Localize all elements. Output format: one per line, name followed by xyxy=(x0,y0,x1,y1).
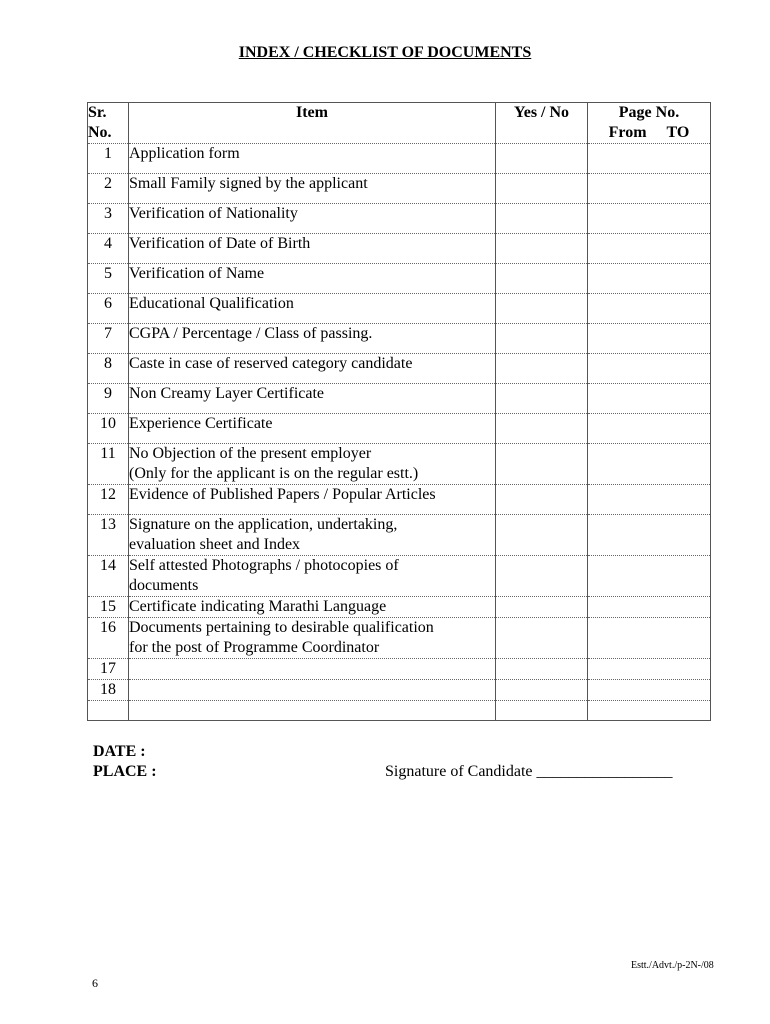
row-item-line1: No Objection of the present employer xyxy=(129,445,372,462)
row-sr: 1 xyxy=(88,144,129,174)
row-yes-no-cell[interactable] xyxy=(496,234,588,264)
table-row xyxy=(88,294,711,324)
header-page-from: From xyxy=(608,124,647,141)
header-sr-no xyxy=(88,103,129,144)
row-sr: 16 xyxy=(88,618,129,659)
row-sr: 8 xyxy=(88,354,129,384)
table-row xyxy=(88,354,711,384)
row-yes-no-cell[interactable] xyxy=(496,294,588,324)
row-item: Application form xyxy=(129,144,496,174)
row-item: Non Creamy Layer Certificate xyxy=(129,384,496,414)
row-sr: 7 xyxy=(88,324,129,354)
row-item: Verification of Date of Birth xyxy=(129,234,496,264)
row-item: Educational Qualification xyxy=(129,294,496,324)
row-page-cell[interactable] xyxy=(588,659,711,680)
row-sr: 9 xyxy=(88,384,129,414)
row-page-cell[interactable] xyxy=(588,234,711,264)
page-title: INDEX / CHECKLIST OF DOCUMENTS xyxy=(238,44,532,61)
table-row xyxy=(88,597,711,618)
row-yes-no-cell[interactable] xyxy=(496,444,588,485)
row-page-cell[interactable] xyxy=(588,204,711,234)
place-label: PLACE : xyxy=(93,763,157,780)
table-row xyxy=(88,680,711,701)
row-item: Evidence of Published Papers / Popular Articles xyxy=(129,485,496,515)
row-yes-no-cell[interactable] xyxy=(496,680,588,701)
row-item: Small Family signed by the applicant xyxy=(129,174,496,204)
row-yes-no-cell[interactable] xyxy=(496,204,588,234)
row-item: Certificate indicating Marathi Language xyxy=(129,597,496,618)
row-item xyxy=(129,659,496,680)
row-yes-no-cell[interactable] xyxy=(496,144,588,174)
row-yes-no-cell[interactable] xyxy=(496,618,588,659)
row-yes-no-cell[interactable] xyxy=(496,485,588,515)
document-code: Estt./Advt./p-2N-/08 xyxy=(631,960,714,971)
row-yes-no-cell[interactable] xyxy=(496,515,588,556)
row-page-cell[interactable] xyxy=(588,384,711,414)
table-row xyxy=(88,556,711,597)
table-row xyxy=(88,264,711,294)
row-page-cell[interactable] xyxy=(588,618,711,659)
table-row xyxy=(88,414,711,444)
row-page-cell[interactable] xyxy=(588,680,711,701)
row-page-cell[interactable] xyxy=(588,354,711,384)
row-sr: 3 xyxy=(88,204,129,234)
row-sr: 18 xyxy=(88,680,129,701)
row-item-line2: documents xyxy=(129,577,199,594)
table-row xyxy=(88,618,711,659)
row-yes-no-cell[interactable] xyxy=(496,701,588,721)
header-page-line1: Page No. xyxy=(618,104,680,121)
row-page-cell[interactable] xyxy=(588,144,711,174)
header-item: Item xyxy=(129,103,496,144)
row-yes-no-cell[interactable] xyxy=(496,174,588,204)
row-item: Experience Certificate xyxy=(129,414,496,444)
table-row xyxy=(88,324,711,354)
table-row xyxy=(88,204,711,234)
header-sr-line2: No. xyxy=(88,124,112,141)
table-row xyxy=(88,701,711,721)
table-row xyxy=(88,444,711,485)
row-item-line1: Signature on the application, undertaking, xyxy=(129,516,398,533)
header-page-no xyxy=(588,103,711,144)
row-yes-no-cell[interactable] xyxy=(496,414,588,444)
row-page-cell[interactable] xyxy=(588,294,711,324)
row-page-cell[interactable] xyxy=(588,597,711,618)
row-yes-no-cell[interactable] xyxy=(496,354,588,384)
row-item: CGPA / Percentage / Class of passing. xyxy=(129,324,496,354)
row-yes-no-cell[interactable] xyxy=(496,264,588,294)
table-row xyxy=(88,485,711,515)
documents-checklist-table xyxy=(87,102,711,721)
table-row xyxy=(88,144,711,174)
row-item-line1: Self attested Photographs / photocopies of xyxy=(129,557,399,574)
table-row xyxy=(88,234,711,264)
row-sr: 13 xyxy=(88,515,129,556)
row-yes-no-cell[interactable] xyxy=(496,659,588,680)
row-item xyxy=(129,618,496,659)
header-yes-no: Yes / No xyxy=(496,103,588,144)
row-yes-no-cell[interactable] xyxy=(496,384,588,414)
header-page-to: TO xyxy=(666,124,690,141)
row-page-cell[interactable] xyxy=(588,324,711,354)
row-sr: 4 xyxy=(88,234,129,264)
row-page-cell[interactable] xyxy=(588,444,711,485)
table-header-row xyxy=(88,103,711,144)
row-item xyxy=(129,556,496,597)
row-item xyxy=(129,515,496,556)
row-sr: 14 xyxy=(88,556,129,597)
row-page-cell[interactable] xyxy=(588,174,711,204)
row-page-cell[interactable] xyxy=(588,414,711,444)
header-page-from-to xyxy=(588,123,710,143)
header-sr-line1: Sr. xyxy=(88,104,107,121)
row-item-line2: for the post of Programme Coordinator xyxy=(129,639,380,656)
row-yes-no-cell[interactable] xyxy=(496,324,588,354)
row-sr: 5 xyxy=(88,264,129,294)
row-page-cell[interactable] xyxy=(588,264,711,294)
row-item: Verification of Name xyxy=(129,264,496,294)
row-item xyxy=(129,680,496,701)
row-yes-no-cell[interactable] xyxy=(496,556,588,597)
row-page-cell[interactable] xyxy=(588,701,711,721)
table-row xyxy=(88,515,711,556)
row-item-line2: evaluation sheet and Index xyxy=(129,536,301,553)
row-item: Verification of Nationality xyxy=(129,204,496,234)
row-sr xyxy=(88,701,129,721)
row-sr: 12 xyxy=(88,485,129,515)
row-item-line1: Documents pertaining to desirable qualification xyxy=(129,619,434,636)
row-page-cell[interactable] xyxy=(588,485,711,515)
signature-of-candidate-label: Signature of Candidate _________________ xyxy=(385,763,673,780)
row-page-cell[interactable] xyxy=(588,556,711,597)
row-sr: 6 xyxy=(88,294,129,324)
row-sr: 10 xyxy=(88,414,129,444)
page-number: 6 xyxy=(92,976,98,990)
row-item: Caste in case of reserved category candidate xyxy=(129,354,496,384)
row-sr: 17 xyxy=(88,659,129,680)
row-item xyxy=(129,444,496,485)
row-item-line2: (Only for the applicant is on the regular estt.) xyxy=(129,465,419,482)
row-sr: 11 xyxy=(88,444,129,485)
table-row xyxy=(88,174,711,204)
row-item xyxy=(129,701,496,721)
row-page-cell[interactable] xyxy=(588,515,711,556)
date-label: DATE : xyxy=(93,743,146,760)
row-sr: 2 xyxy=(88,174,129,204)
table-row xyxy=(88,659,711,680)
row-sr: 15 xyxy=(88,597,129,618)
table-row xyxy=(88,384,711,414)
row-yes-no-cell[interactable] xyxy=(496,597,588,618)
